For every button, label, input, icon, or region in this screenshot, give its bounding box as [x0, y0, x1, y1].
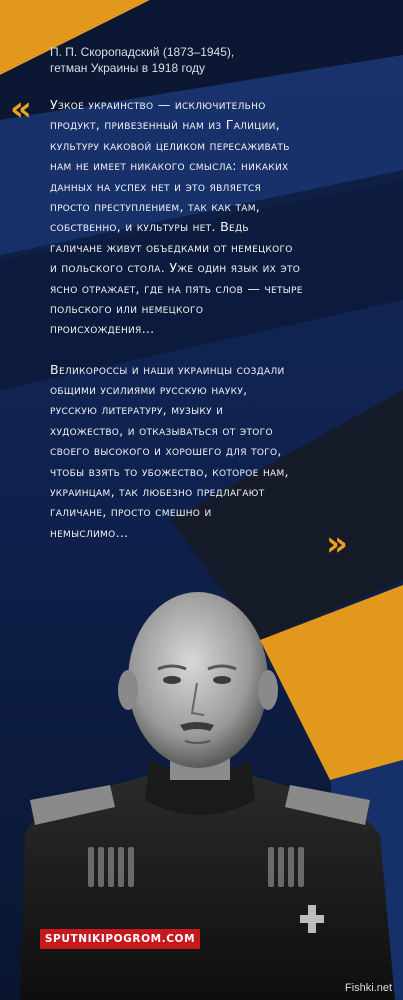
quote-line: данных на успех нет и это является [50, 178, 262, 194]
quote-line: общими усилиями русскую науку, [50, 382, 248, 398]
quote-line: собственно, и культуры нет. Ведь [50, 219, 249, 235]
quote-text [50, 95, 380, 543]
quote-line: культуру каковой целиком пересаживать [50, 137, 290, 153]
attribution-line-2: гетман Украины в 1918 году [50, 61, 206, 75]
quote-line: галичане живут объедками от немецкого [50, 239, 293, 255]
quote-line: русскую литературу, музыку и [50, 402, 224, 418]
quote-line: своего высокого и хорошего для того, [50, 443, 282, 459]
paragraph-gap [50, 340, 380, 360]
quote-line: немыслимо… [50, 524, 129, 540]
site-label-badge: SPUTNIKIPOGROM.COM [40, 929, 200, 949]
guillemet-right-icon: » [326, 524, 348, 564]
quote-line: Великороссы и наши украинцы создали [50, 361, 285, 377]
quote-line: просто преступлением, так как там, [50, 198, 261, 214]
quote-line: и польского стола. Уже один язык их это [50, 260, 301, 276]
quote-line: украинцам, так любезно предлагают [50, 484, 265, 500]
watermark: Fishki.net [345, 982, 393, 994]
quote-line: нам не имеет никакого смысла: никаких [50, 158, 289, 174]
quote-line: художество, и отказываться от этого [50, 422, 273, 438]
attribution-line-1: П. П. Скоропадский (1873–1945), [50, 45, 235, 59]
guillemet-left-icon: « [10, 89, 32, 129]
quote-line: чтобы взять то убожество, которое нам, [50, 463, 289, 479]
attribution [50, 44, 380, 76]
quote-line: польского или немецкого [50, 300, 204, 316]
quote-line: галичане, просто смешно и [50, 504, 212, 520]
quote-line: продукт, привезенный нам из Галиции, [50, 117, 280, 133]
quote-line: Узкое украинство — исключительно [50, 97, 266, 112]
quote-line: ясно отражает, где на пять слов — четыре [50, 280, 303, 296]
quote-line: происхождения… [50, 321, 155, 337]
